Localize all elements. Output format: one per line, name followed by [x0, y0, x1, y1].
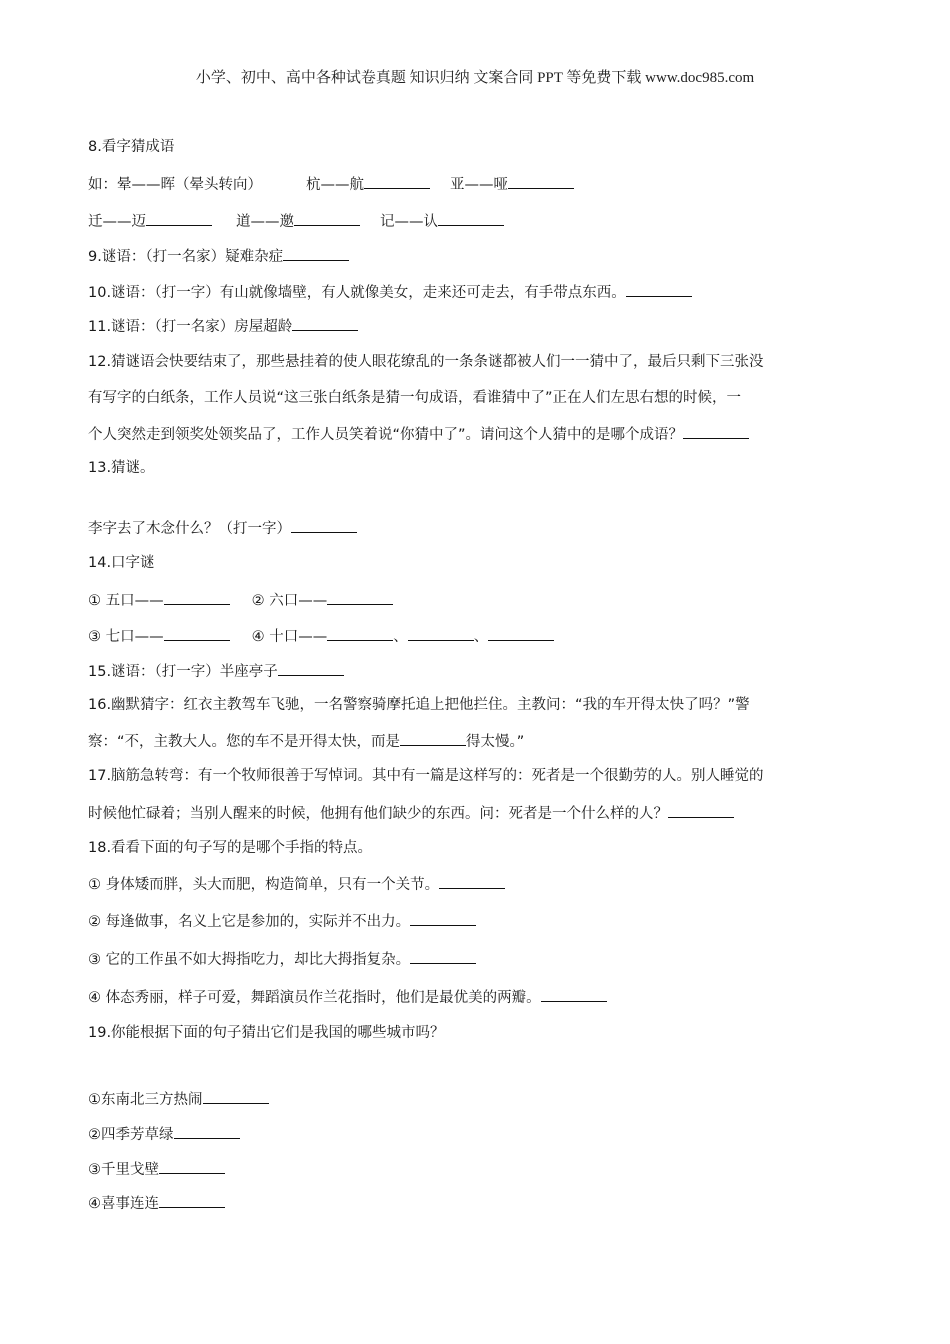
q8-item5: 记——认: [380, 214, 438, 230]
answer-blank[interactable]: [159, 1159, 225, 1174]
q16-line1: 16.幽默猜字：红衣主教驾车飞驰，一名警察骑摩托追上把他拦住。主教问：“我的车开得太快了吗？”警: [88, 697, 750, 713]
q12-line3: [88, 424, 749, 445]
answer-blank[interactable]: [291, 518, 357, 533]
answer-blank[interactable]: [410, 911, 476, 926]
q18-title: 18.看看下面的句子写的是哪个手指的特点。: [88, 840, 373, 856]
separator: 、: [473, 629, 489, 645]
q10: [88, 282, 692, 303]
q16-line2a: 察：“不，主教大人。您的车不是开得太快，而是: [88, 734, 401, 750]
q19-item3-text: ③千里戈壁: [88, 1162, 159, 1178]
answer-blank[interactable]: [327, 626, 393, 641]
q18-item1-text: ① 身体矮而胖，头大而肥，构造简单，只有一个关节。: [88, 877, 440, 893]
answer-blank[interactable]: [508, 174, 574, 189]
q14-item1: ① 五口——: [88, 593, 164, 609]
answer-blank[interactable]: [283, 246, 349, 261]
answer-blank[interactable]: [203, 1089, 269, 1104]
answer-blank[interactable]: [541, 987, 607, 1002]
q16-line2b: 得太慢。”: [466, 734, 525, 750]
q12-line3-text: 个人突然走到领奖处领奖品了，工作人员笑着说“你猜中了”。请问这个人猜中的是哪个成语？: [88, 427, 684, 443]
q17-line1: 17.脑筋急转弯：有一个牧师很善于写悼词。其中有一篇是这样写的：死者是一个很勤劳的人。别人睡觉的: [88, 768, 764, 784]
q18-item3: [88, 949, 476, 970]
q13: [88, 518, 357, 539]
q8-row2: [88, 211, 504, 232]
page-header: 小学、初中、高中各种试卷真题 知识归纳 文案合同 PPT 等免费下载 www.doc985.com: [195, 70, 755, 86]
answer-blank[interactable]: [439, 874, 505, 889]
q8-item1: 杭——航: [306, 177, 364, 193]
q10-text: 10.谜语：（打一字）有山就像墙壁，有人就像美女，走来还可走去，有手带点东西。: [88, 285, 626, 301]
q18-item1: [88, 874, 505, 895]
q8-item4: 道——邀: [236, 214, 294, 230]
q14-item2: ② 六口——: [251, 593, 328, 609]
q18-item2: [88, 911, 476, 932]
q19-item1: [88, 1089, 269, 1110]
q9: [88, 246, 349, 267]
answer-blank[interactable]: [159, 1193, 225, 1208]
q8-title: 8.看字猜成语: [88, 139, 175, 155]
q14-row1: [88, 590, 393, 611]
q18-item4-text: ④ 体态秀丽，样子可爱，舞蹈演员作兰花指时，他们是最优美的两瓣。: [88, 990, 541, 1006]
answer-blank[interactable]: [488, 626, 554, 641]
answer-blank[interactable]: [408, 626, 474, 641]
q19-item2: [88, 1124, 240, 1145]
q14-item4: ④ 十口——: [251, 629, 328, 645]
q19-title: 19.你能根据下面的句子猜出它们是我国的哪些城市吗？: [88, 1025, 445, 1041]
q15-text: 15.谜语：（打一字）半座亭子: [88, 664, 278, 680]
q14-row2: [88, 626, 554, 647]
q14-item3: ③ 七口——: [88, 629, 164, 645]
answer-blank[interactable]: [164, 590, 230, 605]
q13-title: 13.猜谜。: [88, 460, 155, 476]
q19-item4: [88, 1193, 225, 1214]
q18-item3-text: ③ 它的工作虽不如大拇指吃力，却比大拇指复杂。: [88, 952, 411, 968]
separator: 、: [393, 629, 408, 645]
q8-row1: [88, 174, 574, 195]
q17-line2-text: 时候他忙碌着；当别人醒来的时候，他拥有他们缺少的东西。问：死者是一个什么样的人？: [88, 806, 668, 822]
q15: [88, 661, 344, 682]
answer-blank[interactable]: [626, 282, 692, 297]
q8-item2: 亚——哑: [450, 177, 508, 193]
q18-item2-text: ② 每逢做事，名义上它是参加的，实际并不出力。: [88, 914, 411, 930]
answer-blank[interactable]: [327, 590, 393, 605]
q19-item3: [88, 1159, 225, 1180]
q8-item3: 迁——迈: [88, 214, 146, 230]
q19-item1-text: ①东南北三方热闹: [88, 1092, 203, 1108]
q9-text: 9.谜语：（打一名家）疑难杂症: [88, 249, 284, 265]
answer-blank[interactable]: [164, 626, 230, 641]
q19-item2-text: ②四季芳草绿: [88, 1127, 174, 1143]
answer-blank[interactable]: [683, 424, 749, 439]
q17-line2: [88, 803, 734, 824]
q11: [88, 316, 358, 337]
q12-line2: 有写字的白纸条，工作人员说“这三张白纸条是猜一句成语，看谁猜中了”正在人们左思右想的时候，一: [88, 390, 742, 406]
q19-item4-text: ④喜事连连: [88, 1196, 159, 1212]
answer-blank[interactable]: [292, 316, 358, 331]
q16-line2: [88, 731, 524, 752]
answer-blank[interactable]: [410, 949, 476, 964]
answer-blank[interactable]: [278, 661, 344, 676]
answer-blank[interactable]: [438, 211, 504, 226]
answer-blank[interactable]: [668, 803, 734, 818]
answer-blank[interactable]: [174, 1124, 240, 1139]
q11-text: 11.谜语：（打一名家）房屋超龄: [88, 319, 293, 335]
answer-blank[interactable]: [400, 731, 466, 746]
q12-line1: 12.猜谜语会快要结束了，那些悬挂着的使人眼花缭乱的一条条谜都被人们一一猜中了，最后只剩下三张没: [88, 354, 764, 370]
q14-title: 14.口字谜: [88, 555, 155, 571]
answer-blank[interactable]: [146, 211, 212, 226]
answer-blank[interactable]: [364, 174, 430, 189]
q13-text: 李字去了木念什么？（打一字）: [88, 521, 291, 537]
answer-blank[interactable]: [294, 211, 360, 226]
q8-example: 如：晕——晖（晕头转向）: [88, 177, 262, 193]
q18-item4: [88, 987, 607, 1008]
